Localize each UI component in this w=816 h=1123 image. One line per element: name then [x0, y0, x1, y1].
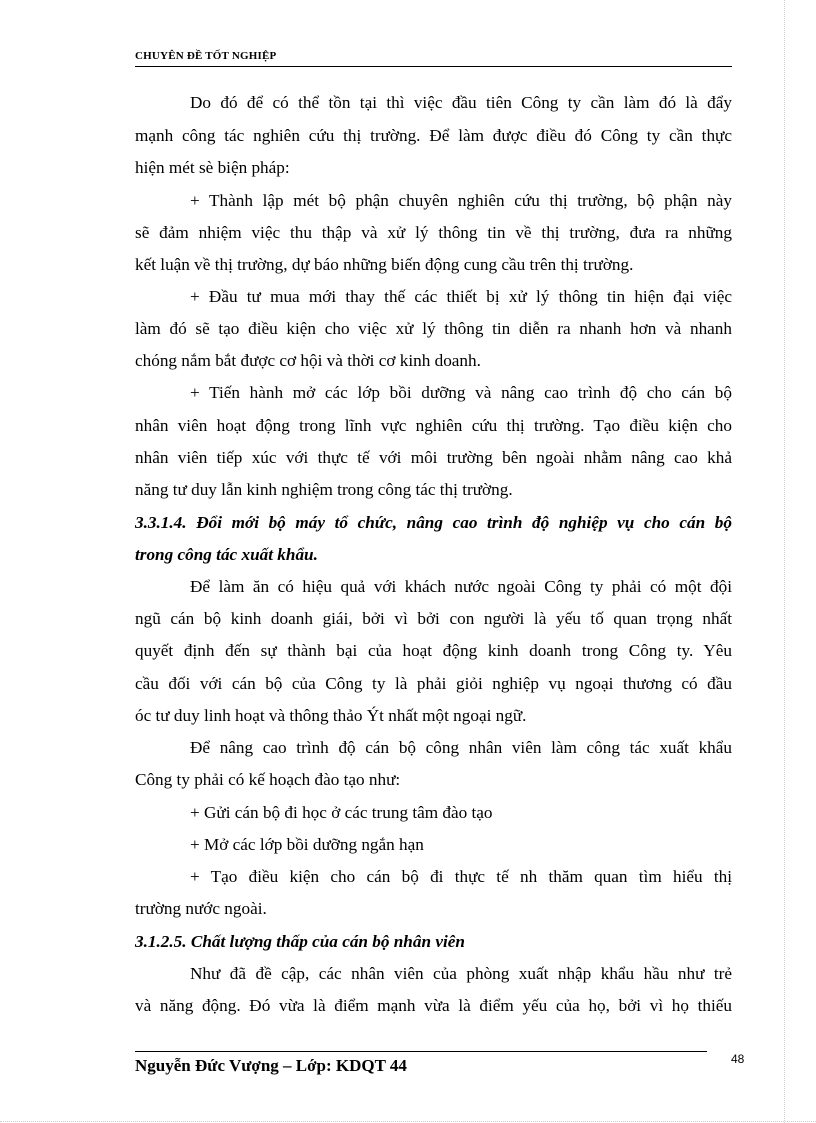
text-line: Như đã đề cập, các nhân viên của phòng xuất nhập khẩu hầu như trẻ	[190, 964, 732, 983]
text-line: sẽ đảm nhiệm việc thu thập và xử lý thông tin về thị trường, đưa ra những	[135, 223, 732, 242]
text-line: quyết định đến sự thành bại của hoạt động kinh doanh trong Công ty. Yêu	[135, 641, 732, 660]
text-line: hiện mét sè biện pháp:	[135, 158, 290, 177]
list-item: + Gửi cán bộ đi học ở các trung tâm đào tạo	[190, 803, 493, 822]
page-edge-bottom	[0, 1121, 816, 1122]
text-line: nhân viên hoạt động trong lĩnh vực nghiên cứu thị trường. Tạo điều kiện cho	[135, 416, 732, 435]
text-line: nhân viên tiếp xúc với thực tế với môi trường bên ngoài nhằm nâng cao khả	[135, 448, 732, 467]
page-number: 48	[731, 1052, 745, 1066]
section-heading: 3.1.2.5. Chất lượng thấp của cán bộ nhân viên	[135, 932, 465, 951]
text-line: cầu đối với cán bộ của Công ty là phải giỏi nghiệp vụ ngoại thương có đầu	[135, 674, 732, 693]
text-line: mạnh công tác nghiên cứu thị trường. Để làm được điều đó Công ty cần thực	[135, 126, 732, 145]
text-line: Để nâng cao trình độ cán bộ công nhân viên làm công tác xuất khẩu	[190, 738, 732, 757]
text-line: Do đó để có thể tồn tại thì việc đầu tiên Công ty cần làm đó là đẩy	[190, 93, 732, 112]
text-line: trường nước ngoài.	[135, 899, 267, 918]
footer-rule	[135, 1051, 707, 1052]
text-line: làm đó sẽ tạo điều kiện cho việc xử lý thông tin diễn ra nhanh hơn và nhanh	[135, 319, 732, 338]
header-rule	[135, 66, 732, 67]
text-line: óc tư duy linh hoạt và thông thảo Ýt nhất một ngoại ngữ.	[135, 706, 527, 725]
text-line: kết luận về thị trường, dự báo những biến động cung cầu trên thị trường.	[135, 255, 634, 274]
text-line: năng tư duy lẫn kinh nghiệm trong công tác thị trường.	[135, 480, 513, 499]
list-item: + Tạo điều kiện cho cán bộ đi thực tế nh thăm quan tìm hiểu thị	[190, 867, 732, 886]
text-line: + Tiến hành mở các lớp bồi dưỡng và nâng cao trình độ cho cán bộ	[190, 383, 732, 402]
text-line: + Đầu tư mua mới thay thế các thiết bị xử lý thông tin hiện đại việc	[190, 287, 732, 306]
text-line: Công ty phải có kế hoạch đào tạo như:	[135, 770, 401, 789]
section-heading: 3.3.1.4. Đổi mới bộ máy tổ chức, nâng cao trình độ nghiệp vụ cho cán bộ	[135, 513, 732, 532]
list-item: + Mở các lớp bồi dưỡng ngắn hạn	[190, 835, 424, 854]
text-line: ngũ cán bộ kinh doanh giái, bởi vì bởi con người là yếu tố quan trọng nhất	[135, 609, 732, 628]
text-line: Để làm ăn có hiệu quả với khách nước ngoài Công ty phải có một đội	[190, 577, 732, 596]
footer-author: Nguyễn Đức Vượng – Lớp: KDQT 44	[135, 1056, 407, 1075]
section-heading-cont: trong công tác xuất khẩu.	[135, 545, 318, 564]
running-header: CHUYÊN ĐỀ TỐT NGHIỆP	[135, 50, 277, 62]
text-line: + Thành lập mét bộ phận chuyên nghiên cứu thị trường, bộ phận này	[190, 191, 732, 210]
text-line: và năng động. Đó vừa là điểm mạnh vừa là điểm yếu của họ, bởi vì họ thiếu	[135, 996, 732, 1015]
page-edge-right	[784, 0, 785, 1123]
text-line: chóng nắm bắt được cơ hội và thời cơ kinh doanh.	[135, 351, 481, 370]
